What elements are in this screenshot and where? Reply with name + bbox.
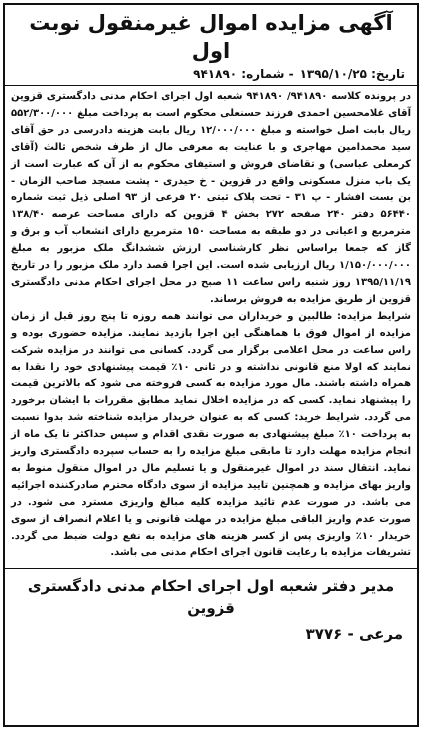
notice-number: - شماره: ۹۴۱۸۹۰ bbox=[193, 67, 294, 81]
notice-meta bbox=[5, 65, 417, 83]
notice-title: آگهی مزایده اموال غیرمنقول نوبت اول bbox=[29, 11, 393, 63]
notice-code: مرعی - ۳۷۷۶ bbox=[305, 625, 403, 644]
notice-body-paragraph: در پرونده کلاسه ۹۴۱۸۹۰/ ۹۴۱۸۹۰ شعبه اول اجرای احکام مدنی دادگستری قزوین آقای غلامحسین احمدی فرزند حسنعلی محکوم است به پرداخت مبلغ ۵۵۲/۳۰۰/۰۰۰ ریال بابت اصل خواسته و مبلغ ۱۲/۰۰۰/۰۰۰ ریال بابت هزینه دادرسی در حق آقای سید محمدامین مهاجری و با عنایت به معرفی مال از طرف شخص ثالث (آقای کرمعلی عباسی) و تقاضای فروش و استیفای محکوم به از آن که عبارت است از یک باب منزل مسکونی واقع در قزوین - خ حیدری - پشت مسجد صاحب الزمان - بن بست افشار - پ ۳۱ - تحت پلاک ثبتی ۲۰ فرعی از ۹۳ اصلی ذیل ثبت شماره ۵۶۴۴۰ دفتر ۲۴۰ صفحه ۲۷۲ بخش ۴ قزوین که دارای مساحت عرصه ۱۳۸/۴۰ مترمربع و اعیانی در دو طبقه به مساحت ۱۵۰ مترمربع دارای انشعاب آب و برق و گاز که جمعا براساس نظر کارشناسی ارزش ششدانگ ملک مزبور به مبلغ ۱/۱۵۰/۰۰۰/۰۰۰ ریال ارزیابی شده است. این اجرا قصد دارد ملک مزبور را در تاریخ ۱۳۹۵/۱۱/۱۹ روز شنبه راس ساعت ۱۱ صبح در محل اجرای احکام مدنی دادگستری قزوین از طریق مزایده به فروش برساند. bbox=[11, 91, 412, 305]
auction-notice bbox=[3, 3, 419, 727]
auction-conditions-paragraph: شرایط مزایده: طالبین و خریداران می توانند همه روزه تا پنج روز قبل از زمان مزایده از اموال فوق با هماهنگی این اجرا بازدید نمایند. مزایده حضوری بوده و راس ساعت در محل اعلامی برگزار می گردد. کسانی می توانند در مزایده شرکت نمایند که اولا منع قانونی نداشته و در ثانی ۱۰٪ قیمت پیشنهادی خود را نقدا به همراه داشته باشند. مال مورد مزایده به کسی فروخته می شود که بالاترین قیمت را پیشنهاد نماید. کسی که در مزایده اخلال نماید مطابق مقررات با ایشان برخورد می گردد. شرایط خرید: کسی که به عنوان خریدار مزایده شناخته شد بدوا نسبت به پرداخت ۱۰٪ مبلغ پیشنهادی به صورت نقدی اقدام و سپس حداکثر تا یک ماه از انجام مزایده مهلت دارد تا مابقی مبلغ مزایده را به حساب سپرده دادگستری واریز نماید. انتقال سند در اموال غیرمنقول و یا تسلیم مال در اموال منقول منوط به واریز بهای مزایده و همچنین تایید مزایده از سوی دادگاه محترم صادرکننده اجرائیه می باشد. در صورت عدم تائید مزایده کلیه مبالغ واریزی مسترد می شود. در صورت عدم واریز الباقی مبلغ مزایده در مهلت قانونی و یا اعلام انصراف از سوی خریدار ۱۰٪ واریزی پس از کسر هزینه های مزایده به نفع دولت ضبط می گردد. تشریفات مزایده با رعایت قانون اجرای احکام مدنی می باشد. bbox=[11, 310, 412, 559]
signature-divider bbox=[5, 568, 417, 569]
header-divider bbox=[5, 85, 417, 86]
notice-date: تاریخ: ۱۳۹۵/۱۰/۲۵ bbox=[299, 67, 405, 81]
notice-signature: مدیر دفتر شعبه اول اجرای احکام مدنی دادگستری قزوین bbox=[27, 577, 395, 618]
